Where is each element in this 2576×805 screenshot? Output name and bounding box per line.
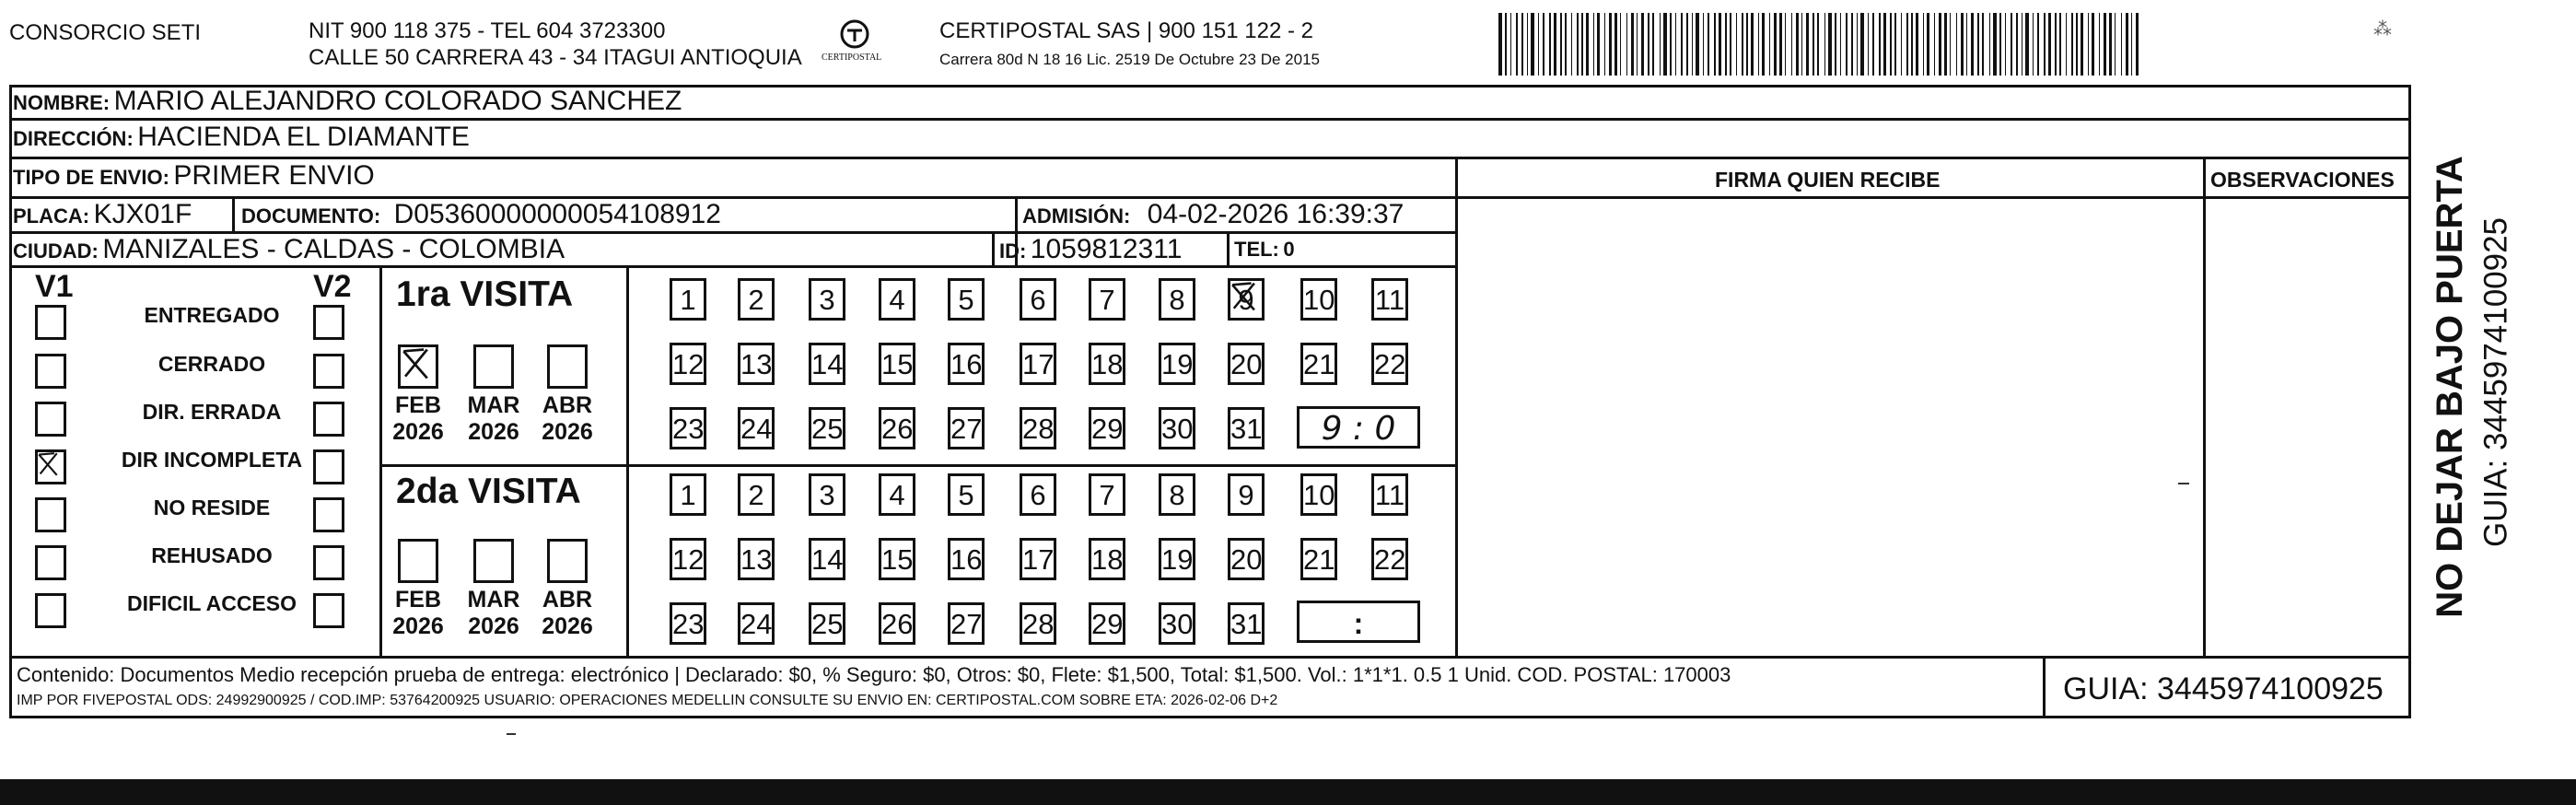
month-year: 2026 bbox=[468, 612, 519, 639]
company-name: CONSORCIO SETI bbox=[9, 20, 202, 45]
visit1-day-box[interactable]: 12 bbox=[670, 343, 706, 385]
status-label: REHUSADO bbox=[151, 543, 273, 567]
check-mark-icon bbox=[35, 449, 61, 479]
visit2-day-box[interactable]: 13 bbox=[738, 538, 775, 580]
visit1-day-box[interactable]: 16 bbox=[948, 343, 985, 385]
v2-checkbox[interactable] bbox=[313, 497, 344, 532]
ciudad-value: MANIZALES - CALDAS - COLOMBIA bbox=[102, 234, 565, 264]
tipo-envio-row bbox=[13, 162, 375, 190]
v1-checkbox[interactable] bbox=[35, 545, 66, 580]
visit1-day-box[interactable]: 30 bbox=[1159, 407, 1195, 449]
status-label: NO RESIDE bbox=[153, 496, 271, 519]
visit1-day-box[interactable]: 29 bbox=[1089, 407, 1125, 449]
id-label: ID: bbox=[999, 239, 1027, 262]
month-year: 2026 bbox=[392, 612, 444, 639]
visit1-day-box[interactable]: 23 bbox=[670, 407, 706, 449]
nit-line: NIT 900 118 375 - TEL 604 3723300 bbox=[309, 18, 666, 43]
month-name: MAR bbox=[467, 587, 520, 612]
visit2-time-value: : bbox=[1353, 607, 1364, 640]
visit2-day-box[interactable]: 31 bbox=[1228, 602, 1265, 645]
check-mark-icon bbox=[1228, 278, 1259, 315]
tipo-envio-value: PRIMER ENVIO bbox=[173, 160, 375, 191]
placa-label: PLACA: bbox=[13, 204, 90, 228]
visit2-day-box[interactable]: 11 bbox=[1371, 473, 1408, 516]
month-name: MAR bbox=[467, 392, 520, 418]
visit1-day-box[interactable]: 14 bbox=[809, 343, 845, 385]
visit2-day-box[interactable]: 3 bbox=[809, 473, 845, 516]
address-line: CALLE 50 CARRERA 43 - 34 ITAGUI ANTIOQUIA bbox=[309, 45, 802, 70]
v2-checkbox[interactable] bbox=[313, 545, 344, 580]
visit1-day-box[interactable]: 7 bbox=[1089, 278, 1125, 321]
status-label: DIFICIL ACCESO bbox=[126, 591, 297, 615]
v1-checkbox[interactable] bbox=[35, 449, 66, 484]
visit2-day-box[interactable]: 2 bbox=[738, 473, 775, 516]
v2-checkbox[interactable] bbox=[313, 449, 344, 484]
visit1-month-label bbox=[386, 392, 450, 446]
month-name: FEB bbox=[395, 587, 441, 612]
visit1-day-box[interactable]: 2 bbox=[738, 278, 775, 321]
visit2-day-box[interactable]: 20 bbox=[1228, 538, 1265, 580]
visit2-day-box[interactable]: 27 bbox=[948, 602, 985, 645]
status-label: DIR INCOMPLETA bbox=[121, 448, 303, 472]
admision-label: ADMISIÓN: bbox=[1022, 204, 1131, 228]
visit2-day-box[interactable]: 14 bbox=[809, 538, 845, 580]
visit2-month-box[interactable] bbox=[398, 539, 438, 583]
visit1-month-label bbox=[461, 392, 526, 446]
side-warning: NO DEJAR BAJO PUERTA bbox=[2430, 156, 2470, 618]
status-label: ENTREGADO bbox=[144, 303, 280, 327]
v2-checkbox[interactable] bbox=[313, 354, 344, 389]
v1-checkbox[interactable] bbox=[35, 497, 66, 532]
visit2-time-box[interactable] bbox=[1297, 601, 1420, 643]
visit1-month-label bbox=[535, 392, 600, 446]
visit2-day-box[interactable]: 10 bbox=[1300, 473, 1337, 516]
documento-value: D05360000000054108912 bbox=[393, 199, 721, 229]
visit1-day-box[interactable]: 20 bbox=[1228, 343, 1265, 385]
visit1-time-box[interactable] bbox=[1297, 406, 1420, 449]
visit1-day-box[interactable]: 27 bbox=[948, 407, 985, 449]
direccion-label: DIRECCIÓN: bbox=[13, 127, 134, 150]
visit2-day-box[interactable]: 1 bbox=[670, 473, 706, 516]
visit1-day-box[interactable]: 4 bbox=[879, 278, 915, 321]
visit1-day-box[interactable]: 5 bbox=[948, 278, 985, 321]
id-row bbox=[999, 236, 1182, 263]
license-line: Carrera 80d N 18 16 Lic. 2519 De Octubre 23 De 2015 bbox=[939, 51, 1320, 68]
visit1-day-box[interactable]: 10 bbox=[1300, 278, 1337, 321]
visit1-day-box[interactable]: 25 bbox=[809, 407, 845, 449]
documento-label: DOCUMENTO: bbox=[241, 204, 381, 228]
v1-checkbox[interactable] bbox=[35, 354, 66, 389]
v1-checkbox[interactable] bbox=[35, 402, 66, 437]
v2-checkbox[interactable] bbox=[313, 402, 344, 437]
visit1-day-box[interactable]: 24 bbox=[738, 407, 775, 449]
admision-value: 04-02-2026 16:39:37 bbox=[1147, 199, 1405, 229]
imp-line: IMP POR FIVEPOSTAL ODS: 24992900925 / COD.IMP: 53764200925 USUARIO: OPERACIONES MEDELLIN CONSULTE SU ENVIO EN: CERTIPOSTAL.COM SOBRE ETA: 2026-02-06 D+2 bbox=[17, 693, 1278, 708]
month-year: 2026 bbox=[468, 418, 519, 445]
visit2-day-box[interactable]: 22 bbox=[1371, 538, 1408, 580]
v1-checkbox[interactable] bbox=[35, 305, 66, 340]
nombre-row bbox=[13, 88, 682, 115]
placa-value: KJX01F bbox=[93, 199, 192, 229]
certipostal-logo bbox=[818, 18, 892, 70]
visit1-day-box[interactable]: 26 bbox=[879, 407, 915, 449]
carrier-line: CERTIPOSTAL SAS | 900 151 122 - 2 bbox=[939, 18, 1313, 43]
visit2-day-box[interactable]: 16 bbox=[948, 538, 985, 580]
month-name: FEB bbox=[395, 392, 441, 418]
side-guia: GUIA: 3445974100925 bbox=[2477, 216, 2514, 548]
month-name: ABR bbox=[542, 392, 593, 418]
check-mark-icon bbox=[398, 344, 433, 383]
tel-value: 0 bbox=[1283, 238, 1295, 261]
visit2-day-box[interactable]: 18 bbox=[1089, 538, 1125, 580]
nombre-label: NOMBRE: bbox=[13, 91, 111, 114]
visit1-time-value: 9 : 0 bbox=[1321, 410, 1396, 448]
visit2-day-box[interactable]: 8 bbox=[1159, 473, 1195, 516]
visit1-day-box[interactable]: 31 bbox=[1228, 407, 1265, 449]
visit2-day-box[interactable]: 12 bbox=[670, 538, 706, 580]
corner-mark: ⁂ bbox=[2373, 19, 2392, 40]
month-name: ABR bbox=[542, 587, 593, 612]
placa-row bbox=[13, 201, 192, 228]
ciudad-label: CIUDAD: bbox=[13, 239, 99, 262]
barcode bbox=[1497, 13, 2141, 76]
visit2-month-label bbox=[535, 587, 600, 640]
visit2-day-box[interactable]: 6 bbox=[1020, 473, 1056, 516]
month-year: 2026 bbox=[542, 612, 593, 639]
visit2-month-box[interactable] bbox=[547, 539, 588, 583]
visit1-day-box[interactable]: 15 bbox=[879, 343, 915, 385]
visit1-day-box[interactable]: 21 bbox=[1300, 343, 1337, 385]
v1-checkbox[interactable] bbox=[35, 593, 66, 628]
id-value: 1059812311 bbox=[1030, 234, 1183, 264]
tel-label: TEL: bbox=[1234, 238, 1279, 261]
footer-guia: GUIA: 3445974100925 bbox=[2063, 671, 2384, 706]
visit2-day-box[interactable]: 24 bbox=[738, 602, 775, 645]
v2-checkbox[interactable] bbox=[313, 593, 344, 628]
firma-header: FIRMA QUIEN RECIBE bbox=[1715, 168, 1941, 192]
direccion-value: HACIENDA EL DIAMANTE bbox=[137, 122, 470, 152]
visit2-day-box[interactable]: 7 bbox=[1089, 473, 1125, 516]
visit1-day-box[interactable]: 19 bbox=[1159, 343, 1195, 385]
scan-edge-band bbox=[0, 779, 2576, 805]
visit2-day-box[interactable]: 9 bbox=[1228, 473, 1265, 516]
visit2-day-box[interactable]: 15 bbox=[879, 538, 915, 580]
visit2-day-box[interactable]: 25 bbox=[809, 602, 845, 645]
visit1-month-box[interactable] bbox=[547, 344, 588, 389]
direccion-row bbox=[13, 123, 470, 151]
visit1-day-box[interactable]: 18 bbox=[1089, 343, 1125, 385]
visit2-day-box[interactable]: 19 bbox=[1159, 538, 1195, 580]
visit1-day-box[interactable]: 17 bbox=[1020, 343, 1056, 385]
visit2-day-box[interactable]: 30 bbox=[1159, 602, 1195, 645]
visit1-day-box[interactable]: 6 bbox=[1020, 278, 1056, 321]
status-label: DIR. ERRADA bbox=[142, 400, 282, 424]
visit1-day-box[interactable]: 22 bbox=[1371, 343, 1408, 385]
tipo-envio-label: TIPO DE ENVIO: bbox=[13, 166, 169, 189]
visit1-day-box[interactable]: 28 bbox=[1020, 407, 1056, 449]
v1-label: V1 bbox=[35, 269, 74, 304]
month-year: 2026 bbox=[392, 418, 444, 445]
admision-row bbox=[1022, 201, 1404, 228]
visit2-day-box[interactable]: 4 bbox=[879, 473, 915, 516]
visit2-title: 2da VISITA bbox=[396, 472, 581, 511]
visit1-day-box[interactable]: 3 bbox=[809, 278, 845, 321]
visit1-day-box[interactable]: 13 bbox=[738, 343, 775, 385]
visit1-day-box[interactable]: 8 bbox=[1159, 278, 1195, 321]
visit1-title: 1ra VISITA bbox=[396, 274, 574, 314]
barcode-icon bbox=[1497, 13, 2141, 76]
observaciones-header: OBSERVACIONES bbox=[2210, 168, 2395, 192]
v2-checkbox[interactable] bbox=[313, 305, 344, 340]
visit1-month-box[interactable] bbox=[398, 344, 438, 389]
contenido-line: Contenido: Documentos Medio recepción prueba de entrega: electrónico | Declarado: $0, % Seguro: $0, Otros: $0, Flete: $1,500, Total: $1,500. Vol.: 1*1*1. 0.5 1 Unid. COD. POSTAL: 170003 bbox=[17, 663, 1731, 686]
visit2-day-box[interactable]: 29 bbox=[1089, 602, 1125, 645]
visit2-day-box[interactable]: 21 bbox=[1300, 538, 1337, 580]
visit1-month-box[interactable] bbox=[473, 344, 514, 389]
visit1-day-box[interactable]: 11 bbox=[1371, 278, 1408, 321]
visit2-day-box[interactable]: 5 bbox=[948, 473, 985, 516]
status-label: CERRADO bbox=[157, 352, 266, 376]
ciudad-row bbox=[13, 236, 565, 263]
tel-row bbox=[1234, 239, 1295, 260]
visit2-month-label bbox=[386, 587, 450, 640]
documento-row bbox=[241, 201, 721, 228]
logo-text: CERTIPOSTAL bbox=[822, 52, 882, 63]
visit2-day-box[interactable]: 26 bbox=[879, 602, 915, 645]
visit2-day-box[interactable]: 28 bbox=[1020, 602, 1056, 645]
nombre-value: MARIO ALEJANDRO COLORADO SANCHEZ bbox=[113, 86, 682, 116]
visit1-day-box[interactable]: 1 bbox=[670, 278, 706, 321]
month-year: 2026 bbox=[542, 418, 593, 445]
visit2-month-box[interactable] bbox=[473, 539, 514, 583]
visit1-day-box[interactable]: 9 bbox=[1228, 278, 1265, 321]
visit2-month-label bbox=[461, 587, 526, 640]
visit2-day-box[interactable]: 23 bbox=[670, 602, 706, 645]
v2-label: V2 bbox=[313, 269, 352, 304]
visit2-day-box[interactable]: 17 bbox=[1020, 538, 1056, 580]
